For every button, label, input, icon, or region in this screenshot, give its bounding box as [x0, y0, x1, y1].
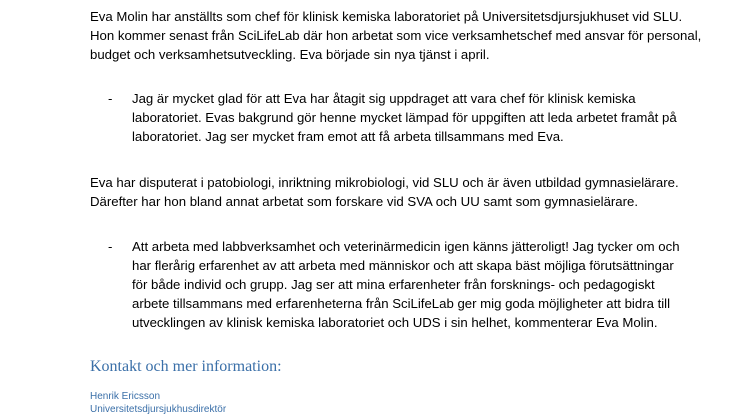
intro-paragraph — [90, 7, 700, 64]
text-line: Jag är mycket glad för att Eva har åtagit sig uppdraget att vara chef för klinisk kemiska — [132, 91, 636, 106]
quote-text — [132, 237, 680, 332]
text-line: arbete tillsammans med erfarenheterna från SciLifeLab ger mig goda möjligheter att bidra till — [132, 296, 671, 311]
text-line: utvecklingen av klinisk kemiska laboratoriet och UDS i sin helhet, kommenterar Eva Molin. — [132, 315, 658, 330]
text-line: laboratoriet. Evas bakgrund gör henne mycket lämpad för uppgiften att leda arbetet framåt på — [132, 110, 677, 125]
text-line: för både individ och grupp. Jag ser att mina erfarenheter från forsknings- och pedagogiskt — [132, 277, 655, 292]
contact-title: Universitetsdjursjukhusdirektör — [90, 404, 227, 415]
background-paragraph — [90, 173, 700, 211]
text-line: laboratoriet. Jag ser mycket fram emot att få arbeta tillsammans med Eva. — [132, 129, 564, 144]
text-line: Därefter har hon bland annat arbetat som forskare vid SVA och UU samt som gymnasielärare. — [90, 194, 639, 209]
quote-dash: - — [108, 239, 113, 254]
contact-heading: Kontakt och mer information: — [90, 358, 282, 375]
quote-text — [132, 89, 677, 146]
quote-dash: - — [108, 91, 113, 106]
text-line: Eva har disputerat i patobiologi, inriktning mikrobiologi, vid SLU och är även utbildad gymnasielärare. — [90, 175, 679, 190]
text-line: budget och verksamhetsutveckling. Eva började sin nya tjänst i april. — [90, 47, 490, 62]
text-line: Eva Molin har anställts som chef för klinisk kemiska laboratoriet på Universitetsdjursjukhuset vid SLU. — [90, 9, 683, 24]
text-line: Hon kommer senast från SciLifeLab där hon arbetat som vice verksamhetschef med ansvar för personal, — [90, 28, 702, 43]
contact-name: Henrik Ericsson — [90, 391, 161, 402]
text-line: Att arbeta med labbverksamhet och veterinärmedicin igen känns jätteroligt! Jag tycker om och — [132, 239, 680, 254]
text-line: har flerårig erfarenhet av att arbeta med människor och att skapa bäst möjliga förutsättningar — [132, 258, 674, 273]
